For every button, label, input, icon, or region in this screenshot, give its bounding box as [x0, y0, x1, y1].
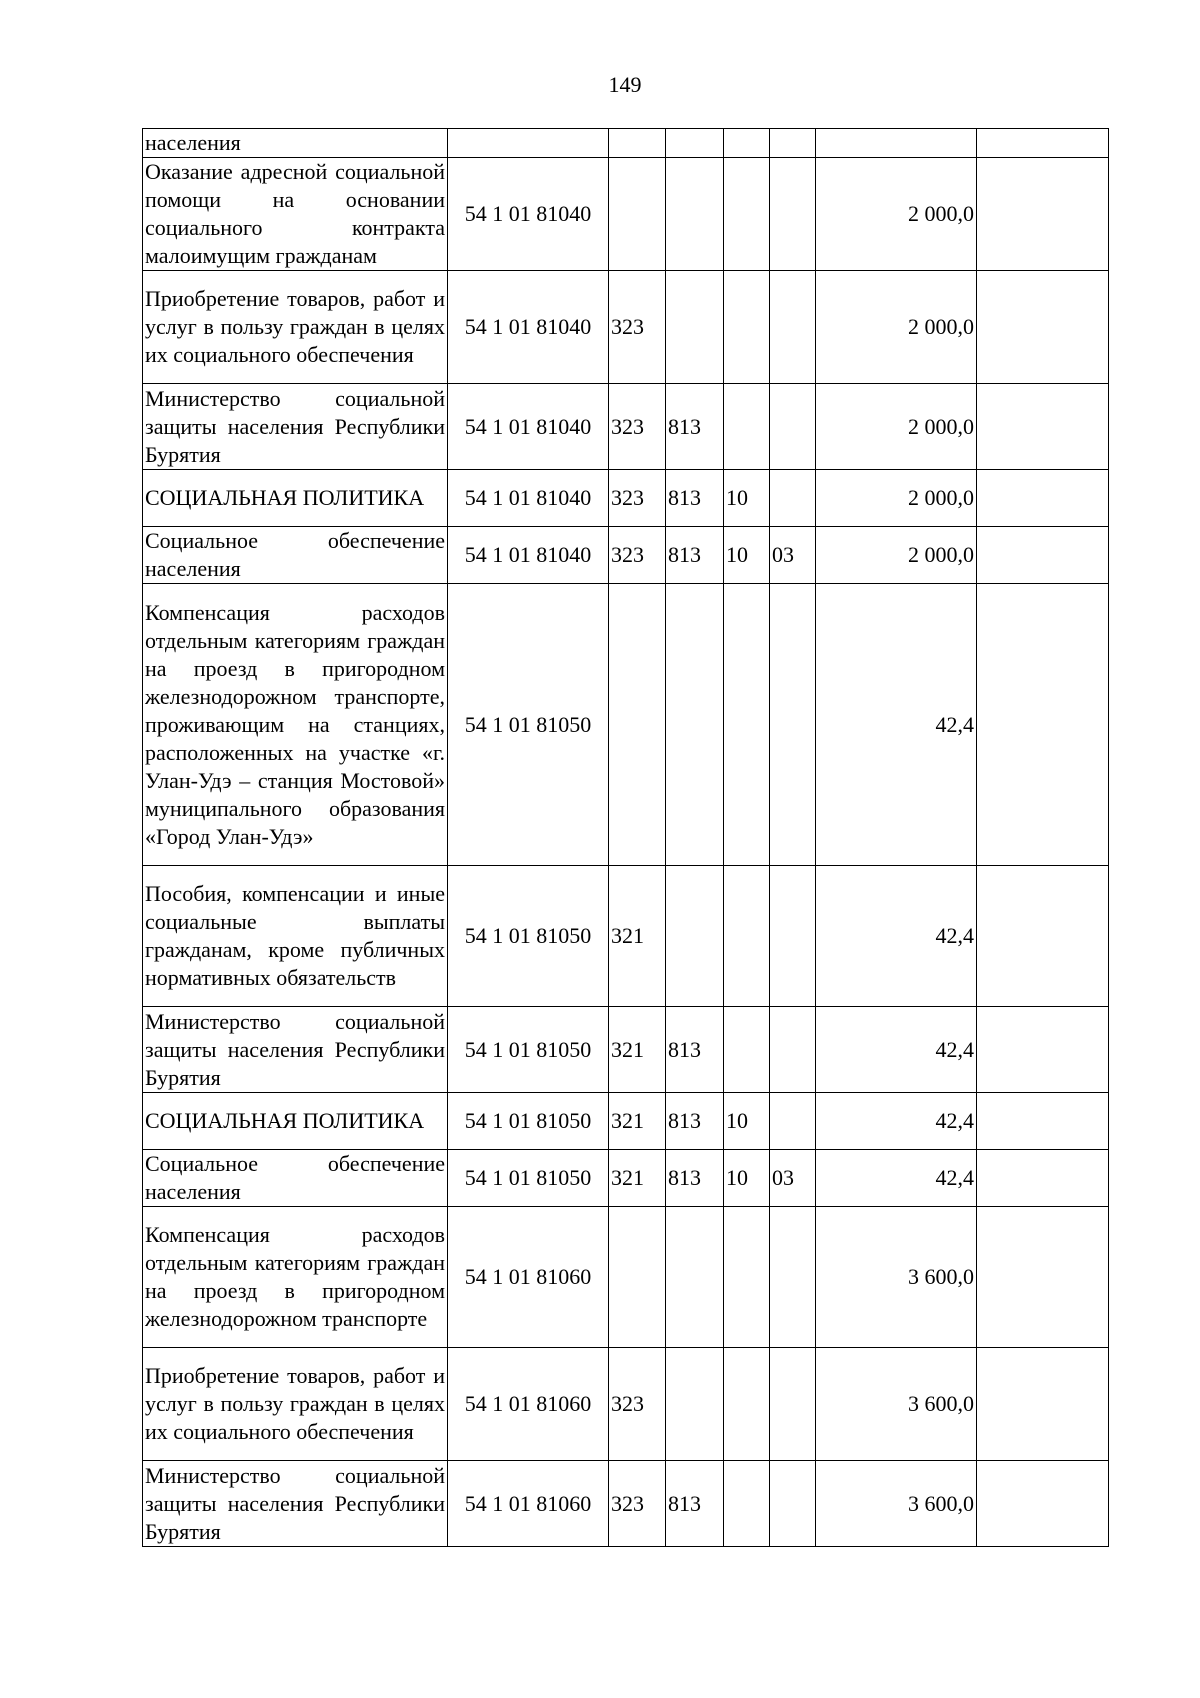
section-cell: 10: [724, 470, 770, 527]
page-number: 149: [608, 72, 642, 97]
table-row: [143, 271, 1109, 384]
subsection-cell: [770, 1007, 816, 1093]
extra-cell: [977, 527, 1109, 584]
extra-cell: [977, 1007, 1109, 1093]
subsection-cell: [770, 1461, 816, 1547]
section-cell: [724, 1461, 770, 1547]
ministry-code-cell: [666, 158, 724, 271]
expense-type-cell: 323: [609, 384, 666, 470]
ministry-code-cell: [666, 866, 724, 1007]
subsection-cell: 03: [770, 527, 816, 584]
table-row: [143, 1348, 1109, 1461]
expense-type-cell: 323: [609, 470, 666, 527]
section-cell: [724, 384, 770, 470]
target-code-cell: 54 1 01 81040: [448, 158, 609, 271]
item-name-cell: населения: [143, 129, 448, 158]
item-name-cell: Министерство социальной защиты населения Республики Бурятия: [143, 1007, 448, 1093]
ministry-code-cell: 813: [666, 1007, 724, 1093]
target-code-cell: 54 1 01 81040: [448, 470, 609, 527]
target-code-cell: 54 1 01 81060: [448, 1348, 609, 1461]
item-name-cell: Оказание адресной социальной помощи на основании социального контракта малоимущим гражданам: [143, 158, 448, 271]
ministry-code-cell: [666, 1348, 724, 1461]
extra-cell: [977, 384, 1109, 470]
ministry-code-cell: 813: [666, 1461, 724, 1547]
extra-cell: [977, 158, 1109, 271]
expense-type-cell: 321: [609, 1093, 666, 1150]
target-code-cell: 54 1 01 81060: [448, 1207, 609, 1348]
ministry-code-cell: [666, 1207, 724, 1348]
table-row: [143, 866, 1109, 1007]
table-row: [143, 1207, 1109, 1348]
expense-type-cell: [609, 1207, 666, 1348]
extra-cell: [977, 866, 1109, 1007]
amount-cell: 2 000,0: [816, 384, 977, 470]
ministry-code-cell: 813: [666, 384, 724, 470]
subsection-cell: [770, 384, 816, 470]
section-cell: [724, 1007, 770, 1093]
section-cell: [724, 866, 770, 1007]
item-name-cell: Министерство социальной защиты населения Республики Бурятия: [143, 1461, 448, 1547]
amount-cell: 42,4: [816, 584, 977, 866]
item-name-cell: Приобретение товаров, работ и услуг в пользу граждан в целях их социального обеспечения: [143, 271, 448, 384]
subsection-cell: [770, 271, 816, 384]
item-name-cell: Социальное обеспечение населения: [143, 527, 448, 584]
table-row: [143, 470, 1109, 527]
table-row: [143, 158, 1109, 271]
expense-type-cell: [609, 158, 666, 271]
table-row: [143, 384, 1109, 470]
amount-cell: 3 600,0: [816, 1348, 977, 1461]
extra-cell: [977, 1150, 1109, 1207]
amount-cell: 42,4: [816, 1093, 977, 1150]
item-name-cell: Министерство социальной защиты населения Республики Бурятия: [143, 384, 448, 470]
subsection-cell: [770, 158, 816, 271]
expense-type-cell: [609, 129, 666, 158]
amount-cell: 3 600,0: [816, 1207, 977, 1348]
ministry-code-cell: [666, 129, 724, 158]
expense-type-cell: 323: [609, 527, 666, 584]
budget-table-body: [143, 129, 1109, 1547]
extra-cell: [977, 129, 1109, 158]
amount-cell: 42,4: [816, 866, 977, 1007]
amount-cell: 2 000,0: [816, 527, 977, 584]
expense-type-cell: 323: [609, 1461, 666, 1547]
table-row: [143, 1007, 1109, 1093]
section-cell: [724, 1348, 770, 1461]
section-cell: [724, 584, 770, 866]
amount-cell: 3 600,0: [816, 1461, 977, 1547]
section-cell: [724, 158, 770, 271]
budget-table: [142, 128, 1109, 1547]
expense-type-cell: 323: [609, 1348, 666, 1461]
section-cell: 10: [724, 1093, 770, 1150]
subsection-cell: [770, 1348, 816, 1461]
item-name-cell: СОЦИАЛЬНАЯ ПОЛИТИКА: [143, 1093, 448, 1150]
target-code-cell: 54 1 01 81050: [448, 1093, 609, 1150]
section-cell: 10: [724, 527, 770, 584]
subsection-cell: [770, 470, 816, 527]
ministry-code-cell: 813: [666, 1093, 724, 1150]
ministry-code-cell: [666, 271, 724, 384]
expense-type-cell: 321: [609, 866, 666, 1007]
item-name-cell: Компенсация расходов отдельным категориям граждан на проезд в пригородном железнодорожном транспорте, проживающим на станциях, расположенных на участке «г. Улан-Удэ – станция Мостовой» муниципального образования «Город Улан-Удэ»: [143, 584, 448, 866]
expense-type-cell: 321: [609, 1007, 666, 1093]
target-code-cell: [448, 129, 609, 158]
extra-cell: [977, 1207, 1109, 1348]
item-name-cell: Приобретение товаров, работ и услуг в пользу граждан в целях их социального обеспечения: [143, 1348, 448, 1461]
extra-cell: [977, 470, 1109, 527]
extra-cell: [977, 1348, 1109, 1461]
section-cell: [724, 1207, 770, 1348]
expense-type-cell: [609, 584, 666, 866]
item-name-cell: Компенсация расходов отдельным категориям граждан на проезд в пригородном железнодорожном транспорте: [143, 1207, 448, 1348]
ministry-code-cell: 813: [666, 470, 724, 527]
item-name-cell: СОЦИАЛЬНАЯ ПОЛИТИКА: [143, 470, 448, 527]
subsection-cell: [770, 129, 816, 158]
amount-cell: 42,4: [816, 1150, 977, 1207]
table-row: [143, 129, 1109, 158]
extra-cell: [977, 1093, 1109, 1150]
section-cell: [724, 271, 770, 384]
subsection-cell: [770, 1093, 816, 1150]
amount-cell: 2 000,0: [816, 158, 977, 271]
item-name-cell: Социальное обеспечение населения: [143, 1150, 448, 1207]
table-row: [143, 1461, 1109, 1547]
amount-cell: 2 000,0: [816, 470, 977, 527]
table-row: [143, 1093, 1109, 1150]
target-code-cell: 54 1 01 81050: [448, 866, 609, 1007]
extra-cell: [977, 1461, 1109, 1547]
extra-cell: [977, 271, 1109, 384]
section-cell: 10: [724, 1150, 770, 1207]
expense-type-cell: 323: [609, 271, 666, 384]
ministry-code-cell: 813: [666, 527, 724, 584]
expense-type-cell: 321: [609, 1150, 666, 1207]
section-cell: [724, 129, 770, 158]
target-code-cell: 54 1 01 81050: [448, 1007, 609, 1093]
target-code-cell: 54 1 01 81050: [448, 1150, 609, 1207]
item-name-cell: Пособия, компенсации и иные социальные выплаты гражданам, кроме публичных нормативных обязательств: [143, 866, 448, 1007]
subsection-cell: [770, 1207, 816, 1348]
subsection-cell: [770, 584, 816, 866]
target-code-cell: 54 1 01 81040: [448, 384, 609, 470]
subsection-cell: [770, 866, 816, 1007]
ministry-code-cell: 813: [666, 1150, 724, 1207]
amount-cell: [816, 129, 977, 158]
subsection-cell: 03: [770, 1150, 816, 1207]
amount-cell: 2 000,0: [816, 271, 977, 384]
table-row: [143, 1150, 1109, 1207]
target-code-cell: 54 1 01 81040: [448, 271, 609, 384]
target-code-cell: 54 1 01 81040: [448, 527, 609, 584]
target-code-cell: 54 1 01 81050: [448, 584, 609, 866]
extra-cell: [977, 584, 1109, 866]
ministry-code-cell: [666, 584, 724, 866]
amount-cell: 42,4: [816, 1007, 977, 1093]
target-code-cell: 54 1 01 81060: [448, 1461, 609, 1547]
table-row: [143, 584, 1109, 866]
table-row: [143, 527, 1109, 584]
